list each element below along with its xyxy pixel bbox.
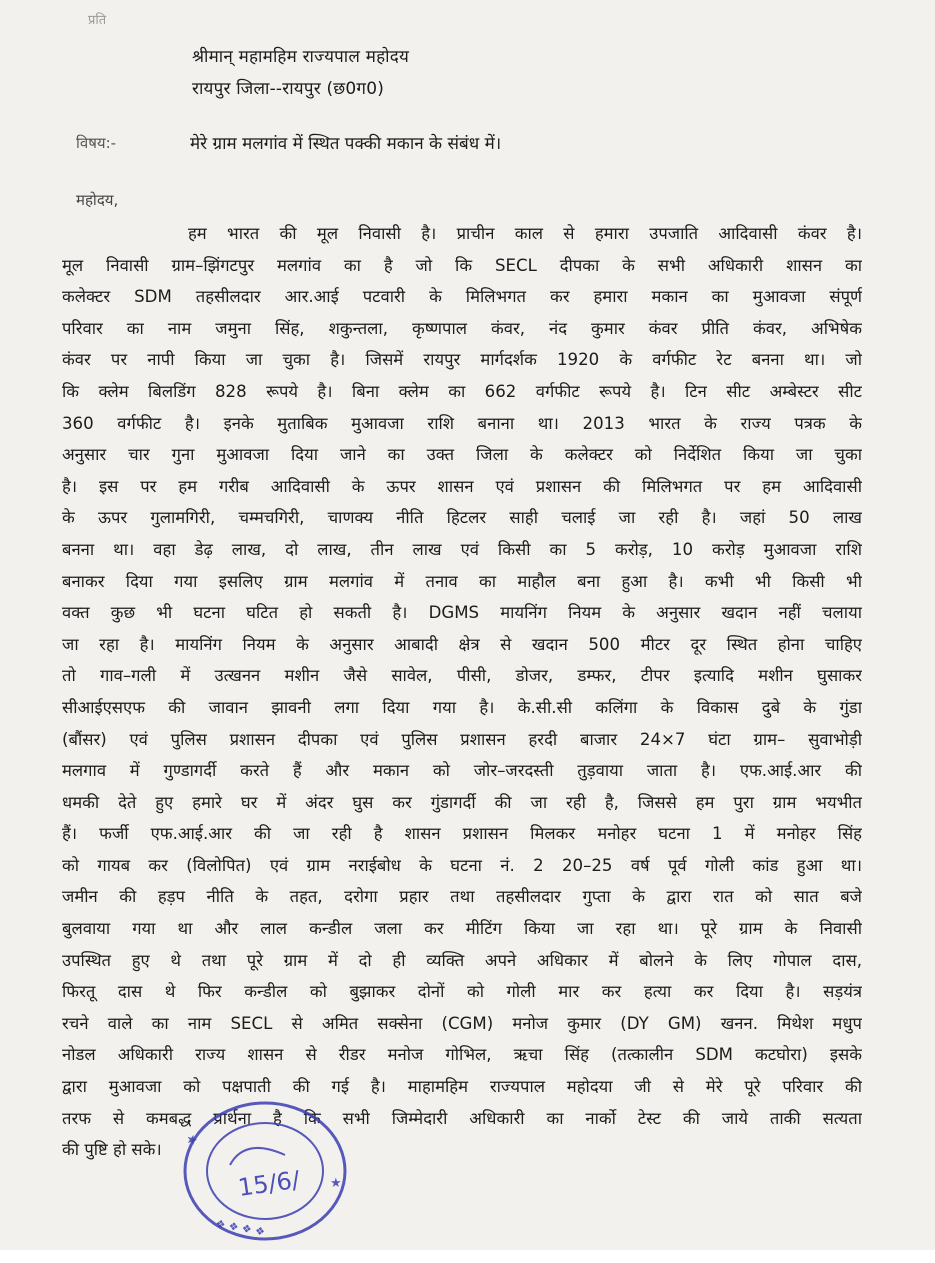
body-line: के ऊपर गुलामगिरी, चम्मचगिरी, चाणक्य नीति हिटलर साही चलाई जा रही है। जहां 50 लाख xyxy=(62,508,862,528)
body-line: धमकी देते हुए हमारे घर में अंदर घुस कर गुंडागर्दी की जा रही है, जिससे हम पुरा ग्राम भयभीत xyxy=(62,792,862,812)
body-line: सीआईएसएफ की जावान झावनी लगा दिया गया है। के.सी.सी कलिंगा के विकास दुबे के गुंडा xyxy=(62,697,862,717)
body-line: तरफ से कमबद्ध प्रार्थना है कि सभी जिम्मेदारी अधिकारी का नार्को टेस्ट की जाये ताकी सत्यता xyxy=(62,1108,862,1128)
body-line: वक्त कुछ भी घटना घटित हो सकती है। DGMS मायनिंग नियम के अनुसार खदान नहीं चलाया xyxy=(62,603,862,623)
letter-body xyxy=(62,218,862,1166)
addressee-line-1: श्रीमान् महामहिम राज्यपाल महोदय xyxy=(192,47,410,67)
subject-text: मेरे ग्राम मलगांव में स्थित पक्की मकान के संबंध में। xyxy=(190,134,502,154)
body-line: को गायब कर (विलोपित) एवं ग्राम नराईबोध के घटना नं. 2 20–25 वर्ष पूर्व गोली कांड हुआ था। xyxy=(62,855,862,875)
body-line: कलेक्टर SDM तहसीलदार आर.आई पटवारी के मिलिभगत कर हमारा मकान का मुआवजा संपूर्ण xyxy=(62,287,862,307)
corner-mark: प्रति xyxy=(88,13,107,28)
body-line: बुलवाया गया था और लाल कन्डील जला कर मीटिंग किया जा रहा था। पूरे ग्राम के निवासी xyxy=(62,919,862,939)
body-line: परिवार का नाम जमुना सिंह, शकुन्तला, कृष्णपाल कंवर, नंद कुमार कंवर प्रीति कंवर, अभिषेक xyxy=(62,318,862,338)
addressee-line-2: रायपुर जिला--रायपुर (छ0ग0) xyxy=(192,79,385,99)
body-line: मूल निवासी ग्राम–झिंगटपुर मलगांव का है जो कि SECL दीपका के सभी अधिकारी शासन का xyxy=(62,255,862,275)
body-line: जा रहा है। मायनिंग नियम के अनुसार आबादी क्षेत्र से खदान 500 मीटर दूर स्थित होना चाहिए xyxy=(62,634,862,654)
official-stamp-seal xyxy=(170,1095,350,1243)
body-line: जमीन की हड़प नीति के तहत, दरोगा प्रहार तथा तहसीलदार गुप्ता के द्वारा रात को सात बजे xyxy=(62,887,862,907)
subject-label: विषय:- xyxy=(76,134,117,152)
body-line: फिरतू दास थे फिर कन्डील को बुझाकर दोनों को गोली मार कर हत्या कर दिया है। सड़यंत्र xyxy=(62,982,862,1002)
body-line: नोडल अधिकारी राज्य शासन से रीडर मनोज गोभिल, ऋचा सिंह (तत्कालीन SDM कटघोरा) इसके xyxy=(62,1045,862,1065)
stamp-date: 15/6/ xyxy=(236,1165,302,1202)
body-line: उपस्थित हुए थे तथा पूरे ग्राम में दो ही व्यक्ति अपने अधिकार में बोलने के लिए गोपाल दास, xyxy=(62,950,862,970)
body-line: की पुष्टि हो सके। xyxy=(62,1140,162,1160)
body-line: हैं। फर्जी एफ.आई.आर की जा रही है शासन प्रशासन मिलकर मनोहर घटना 1 में मनोहर सिंह xyxy=(62,824,862,844)
svg-text:❖ ❖ ❖ ❖: ❖ ❖ ❖ ❖ xyxy=(214,1217,266,1239)
body-line: कि क्लेम बिलडिंग 828 रूपये है। बिना क्लेम का 662 वर्गफीट रूपये है। टिन सीट अम्बेस्टर सीट xyxy=(62,381,862,401)
page-bottom-margin xyxy=(0,1250,935,1263)
body-line: अनुसार चार गुना मुआवजा दिया जाने का उक्त जिला के कलेक्टर को निर्देशित किया जा चुका xyxy=(62,445,862,465)
body-line: 360 वर्गफीट है। इनके मुताबिक मुआवजा राशि बनाना था। 2013 भारत के राज्य पत्रक के xyxy=(62,413,862,433)
body-line: बनना था। वहा डेढ़ लाख, दो लाख, तीन लाख एवं किसी का 5 करोड़, 10 करोड़ मुआवजा राशि xyxy=(62,539,862,559)
svg-text:★: ★ xyxy=(330,1176,342,1191)
body-line: (बौंसर) एवं पुलिस प्रशासन दीपका एवं पुलिस प्रशासन हरदी बाजार 24×7 घंटा ग्राम– सुवाभोड़ी xyxy=(62,729,862,749)
body-line: द्वारा मुआवजा को पक्षपाती की गई है। माहामहिम राज्यपाल महोदया जी से मेरे पूरे परिवार की xyxy=(62,1077,862,1097)
body-line: रचने वाले का नाम SECL से अमित सक्सेना (CGM) मनोज कुमार (DY GM) खनन. मिथेश मधुप xyxy=(62,1013,862,1033)
body-line: बनाकर दिया गया इसलिए ग्राम मलगांव में तनाव का माहौल बना हुआ है। कभी भी किसी भी xyxy=(62,571,862,591)
salutation: महोदय, xyxy=(76,191,119,209)
svg-text:★: ★ xyxy=(182,1131,202,1150)
body-line: मलगाव में गुण्डागर्दी करते हैं और मकान को जोर–जरदस्ती तुड़वाया जाता है। एफ.आई.आर की xyxy=(62,761,862,781)
body-line: कंवर पर नापी किया जा चुका है। जिसमें रायपुर मार्गदर्शक 1920 के वर्गफीट रेट बनना था। जो xyxy=(62,350,862,370)
body-line: हम भारत की मूल निवासी है। प्राचीन काल से हमारा उपजाति आदिवासी कंवर है। xyxy=(188,224,862,243)
body-line: तो गाव–गली में उत्खनन मशीन जैसे सावेल, पीसी, डोजर, डम्फर, टीपर इत्यादि मशीन घुसाकर xyxy=(62,666,862,686)
body-line: है। इस पर हम गरीब आदिवासी के ऊपर शासन एवं प्रशासन की मिलिभगत पर हम आदिवासी xyxy=(62,476,862,496)
